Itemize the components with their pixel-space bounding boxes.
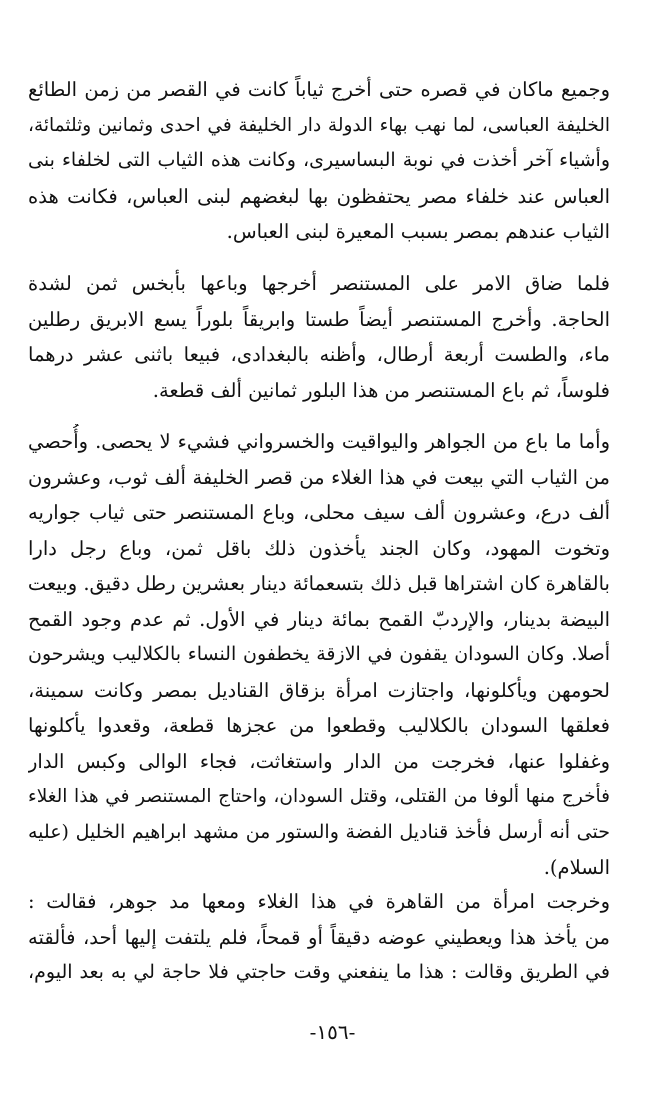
text-line: ماء، والطست أربعة أرطال، وأظنه بالبغدادى، فبيعا باثنى عشر درهما bbox=[28, 343, 610, 366]
paragraph-1 bbox=[28, 72, 610, 250]
text-line: بالقاهرة كان اشتراها قبل ذلك بتسعمائة دينار بعشرين رطل دقيق. وبيعت bbox=[28, 572, 610, 595]
text-line: وأشياء آخر أخذت في نوبة البساسيرى، وكانت هذه الثياب التى لخلفاء بنى bbox=[28, 149, 610, 171]
text-line: وتخوت المهود، وكان الجند يأخذون ذلك باقل ثمن، وباع رجل دارا bbox=[28, 536, 610, 560]
text-line: فأخرج منها ألوفا من القتلى، وقتل السودان، واحتاج المستنصر في هذا الغلاء bbox=[28, 786, 610, 807]
text-line: العباس عند خلفاء مصر يحتفظون بها لبغضهم لبنى العباس، فكانت هذه bbox=[28, 184, 610, 208]
text-line: الحاجة. وأخرج المستنصر أيضاً طستا وابريقاً بلوراً يسع الابريق رطلين bbox=[28, 307, 610, 331]
text-line: من الثياب التي بيعت في هذا الغلاء من قصر الخليفة ألف ثوب، وعشرون bbox=[28, 465, 610, 489]
text-line: لحومهن ويأكلونها، واجتازت امرأة بزقاق القناديل بمصر وكانت سمينة، bbox=[28, 678, 610, 702]
text-line: وخرجت امرأة من القاهرة في هذا الغلاء ومعها مد جوهر، فقالت : bbox=[28, 890, 610, 913]
paragraph-2 bbox=[28, 266, 610, 408]
paragraph-4 bbox=[28, 884, 610, 991]
text-line: فلما ضاق الامر على المستنصر أخرجها وباعها بأبخس ثمن لشدة bbox=[28, 272, 610, 295]
text-line: البيضة بدينار، والإردبّ القمح بمائة دينار في الأول. ثم عدم وجود القمح bbox=[28, 607, 610, 631]
text-line: وغفلوا عنها، فخرجت من الدار واستغاثت، فجاء الوالى وكبس الدار bbox=[28, 749, 610, 773]
text-line: الخليفة العباسى، لما نهب بهاء الدولة دار الخليفة في احدى وثمانين وثلثمائة، bbox=[28, 114, 610, 136]
text-line: أصلا. وكان السودان يقفون في الازقة يخطفون النساء بالكلاليب ويشرحون bbox=[28, 643, 610, 665]
text-line: في الطريق وقالت : هذا ما ينفعني وقت حاجتي فلا حاجة لي به بعد اليوم، bbox=[28, 961, 610, 983]
page-number: -١٥٦- bbox=[309, 1020, 356, 1044]
text-line: فلوساً، ثم باع المستنصر من هذا البلور ثمانين ألف قطعة. bbox=[152, 378, 610, 402]
paragraph-3 bbox=[28, 424, 610, 886]
text-line: فعلقها السودان بالكلاليب وقطعوا من عجزها قطعة، وقعدوا يأكلونها bbox=[28, 714, 610, 737]
text-line: حتى أنه أرسل فأخذ قناديل الفضة والستور من مشهد ابراهيم الخليل (عليه bbox=[28, 820, 610, 843]
text-line: الثياب عندهم بمصر بسبب المعيرة لبنى العباس. bbox=[226, 220, 610, 243]
text-line: من يأخذ هذا ويعطيني عوضه دقيقاً أو قمحاً، فلم يلتفت إليها أحد، فألقته bbox=[28, 925, 610, 949]
text-line: السلام). bbox=[543, 856, 610, 879]
text-line: وجميع ماكان في قصره حتى أخرج ثياباً كانت في القصر من زمن الطائع bbox=[28, 78, 610, 101]
text-line: وأما ما باع من الجواهر واليواقيت والخسرواني فشيء لا يحصى. وأُحصي bbox=[28, 430, 610, 453]
text-line: ألف درع، وعشرون ألف سيف محلى، وباع المستنصر حتى ثياب جواريه bbox=[28, 501, 610, 524]
